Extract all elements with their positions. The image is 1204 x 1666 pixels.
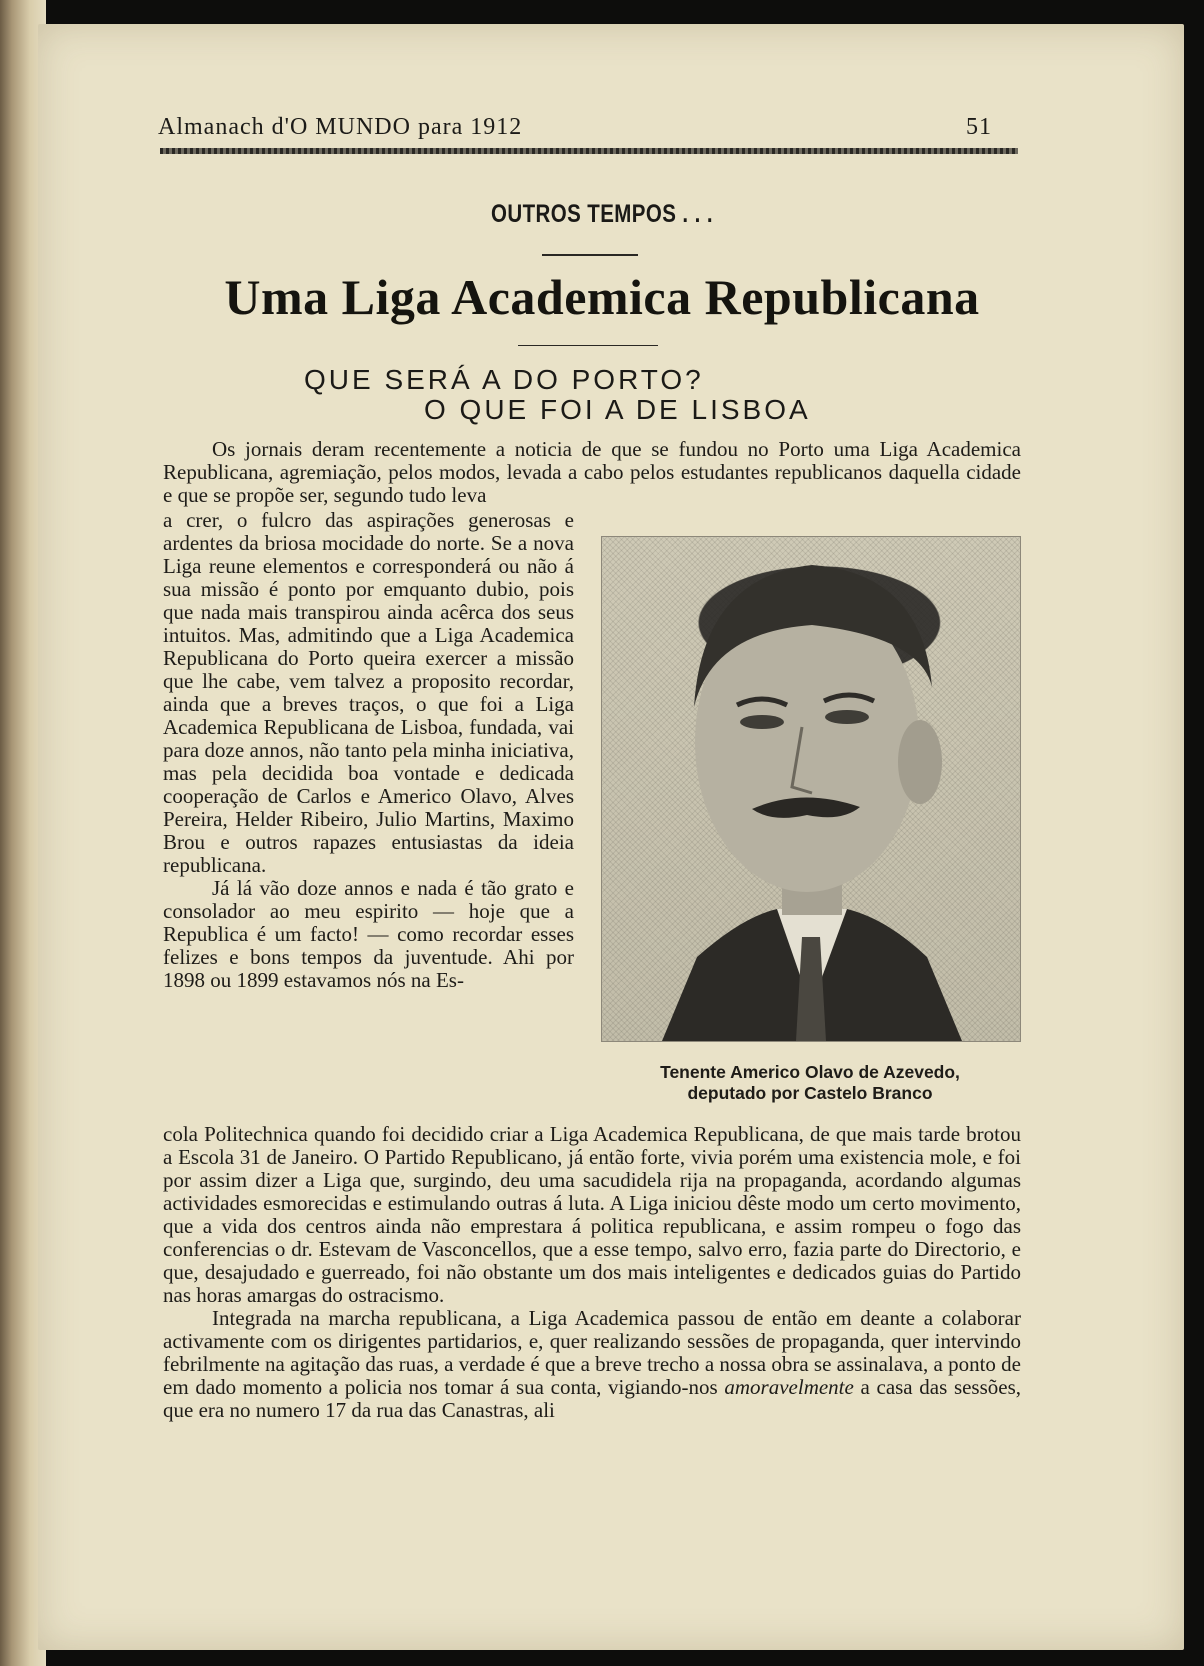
subhead-line-2: O QUE FOI A DE LISBOA	[424, 394, 811, 425]
page-number: 51	[966, 114, 992, 140]
left-column	[163, 509, 574, 992]
headline: Uma Liga Academica Republicana	[224, 269, 980, 325]
bottom-text	[163, 1123, 1021, 1422]
lede-paragraph	[163, 438, 1021, 507]
caption-line-2: deputado por Castelo Branco	[687, 1083, 933, 1103]
divider-bottom	[518, 345, 658, 346]
bottom-paragraph-1: cola Politechnica quando foi decidido criar a Liga Academica Republicana, de que mais tarde brotou a Escola 31 de Janeiro. O Partido Republicano, já então forte, vivia porém uma existencia mole, e foi por assim dizer a Liga que, surgindo, deu uma sacudidela rija na propaganda, acordando algumas actividades esmorecidas e estimulando outras á luta. A Liga iniciou dêste modo um certo movimento, que a vida dos centros ainda não emprestara á politica republicana, e assim rompeu o fogo das conferencias o dr. Estevam de Vasconcellos, que a esse tempo, salvo erro, fazia parte do Directorio, e que, desajudado e guerreado, foi não obstante um dos mais inteligentes e dedicados guias do Partido nas horas amargas do ostracismo.	[163, 1122, 1021, 1307]
bottom-paragraph-2	[163, 1307, 1021, 1422]
column-paragraph-2: Já lá vão doze annos e nada é tão grato e consolador ao meu espirito — hoje que a Republica é um facto! — como recordar esses felizes e bons tempos da juventude. Ahi por 1898 ou 1899 estavamos nós na Es-	[163, 876, 574, 992]
divider-top	[542, 254, 638, 256]
photo-caption	[601, 1062, 1019, 1104]
header-rule	[160, 148, 1018, 154]
kicker: OUTROS TEMPOS . . .	[491, 200, 713, 228]
portrait-photo	[601, 536, 1021, 1042]
subhead-line-1: QUE SERÁ A DO PORTO?	[304, 364, 704, 395]
running-header	[150, 114, 1010, 144]
portrait-illustration	[602, 537, 1020, 1041]
caption-line-1: Tenente Americo Olavo de Azevedo,	[660, 1062, 960, 1082]
bottom-paragraph-2-end: a casa das sessões, que era no numero 17 da rua das Canastras, ali	[163, 1375, 1022, 1422]
running-title: Almanach d'O MUNDO para 1912	[158, 114, 523, 140]
lede-text: Os jornais deram recentemente a noticia de que se fundou no Porto uma Liga Academica Republicana, agremiação, pelos modos, levada a cabo pelos estudantes republicanos daquella cidade e que se propõe ser, segundo tudo leva	[163, 437, 1021, 507]
column-paragraph-1: a crer, o fulcro das aspirações generosas e ardentes da briosa mocidade do norte. Se a nova Liga reune elementos e corresponderá ou não á sua missão é ponto por emquanto dubio, pois que nada mais transpirou ainda acêrca dos seus intuitos. Mas, admitindo que a Liga Academica Republicana do Porto queira exercer a missão que lhe cabe, vem talvez a proposito recordar, ainda que a breves traços, o que foi a Liga Academica Republicana de Lisboa, fundada, vai para doze annos, não tanto pela minha iniciativa, mas pela decidida boa vontade e dedicada cooperação de Carlos e Americo Olavo, Alves Pereira, Helder Ribeiro, Julio Martins, Maximo Brou e outros rapazes entusiastas da ideia republicana.	[163, 508, 574, 877]
bottom-paragraph-2-start: Integrada na marcha republicana, a Liga Academica passou de então em deante a colaborar activamente com os dirigentes partidarios, e, quer realizando sessões de propaganda, quer intervindo febrilmente na agitação das ruas, a verdade é que a breve trecho a nossa obra se assinalava, a ponto de em dado momento a policia nos tomar á sua conta, vigiando-nos	[163, 1306, 1021, 1399]
italic-word: amoravelmente	[724, 1375, 854, 1399]
